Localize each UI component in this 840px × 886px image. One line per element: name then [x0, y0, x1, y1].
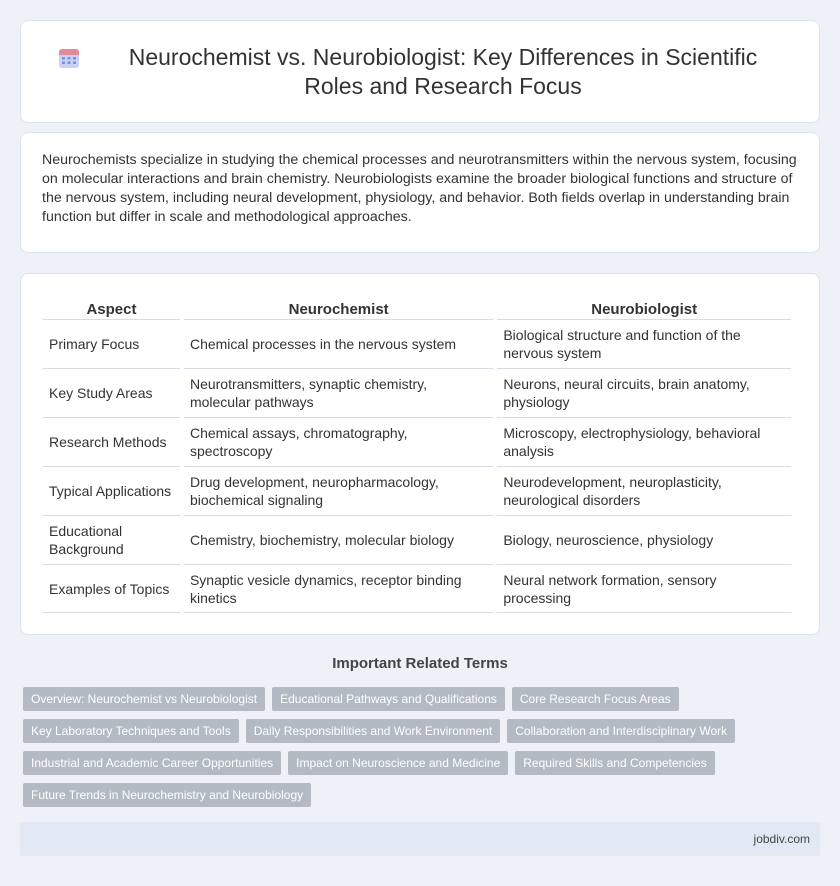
- table-cell-neurobiologist: Neurons, neural circuits, brain anatomy, physiology: [497, 368, 791, 417]
- table-row: [43, 466, 791, 515]
- calendar-icon: [57, 46, 81, 70]
- column-header-aspect: Aspect: [86, 301, 137, 318]
- related-term-tag[interactable]: Required Skills and Competencies: [515, 751, 714, 775]
- related-term-tag[interactable]: Key Laboratory Techniques and Tools: [23, 719, 239, 743]
- related-terms-heading: Important Related Terms: [332, 655, 508, 672]
- table-cell-neurobiologist: Neurodevelopment, neuroplasticity, neurological disorders: [497, 466, 791, 515]
- table-cell-neurochemist: Chemical processes in the nervous system: [184, 319, 493, 368]
- related-term-tag[interactable]: Future Trends in Neurochemistry and Neurobiology: [23, 783, 311, 807]
- table-row: [43, 564, 791, 613]
- table-cell-neurochemist: Neurotransmitters, synaptic chemistry, molecular pathways: [184, 368, 493, 417]
- table-header-row: [43, 294, 791, 319]
- related-term-tag[interactable]: Core Research Focus Areas: [512, 687, 679, 711]
- table-cell-neurochemist: Chemistry, biochemistry, molecular biology: [184, 515, 493, 564]
- table-cell-neurobiologist: Microscopy, electrophysiology, behavioral analysis: [497, 417, 791, 466]
- related-term-tag[interactable]: Industrial and Academic Career Opportunities: [23, 751, 281, 775]
- related-term-tag[interactable]: Overview: Neurochemist vs Neurobiologist: [23, 687, 265, 711]
- related-term-tag[interactable]: Daily Responsibilities and Work Environment: [246, 719, 501, 743]
- column-header-neurobiologist: Neurobiologist: [591, 301, 698, 318]
- table-cell-neurochemist: Chemical assays, chromatography, spectroscopy: [184, 417, 493, 466]
- intro-card: [20, 132, 820, 253]
- table-cell-aspect: Research Methods: [43, 417, 180, 466]
- footer-site-link[interactable]: jobdiv.com: [753, 832, 810, 846]
- table-cell-aspect: Examples of Topics: [43, 564, 180, 613]
- table-cell-aspect: Typical Applications: [43, 466, 180, 515]
- table-cell-neurobiologist: Biological structure and function of the nervous system: [497, 319, 791, 368]
- intro-paragraph: Neurochemists specialize in studying the chemical processes and neurotransmitters within the nervous system, focusing on molecular interactions and brain chemistry. Neurobiologists examine the broader biological functions and structure of the nervous system, including neural development, physiology, and behavior. Both fields overlap in understanding brain function but differ in scale and methodological approaches.: [42, 152, 797, 225]
- table-cell-neurochemist: Drug development, neuropharmacology, biochemical signaling: [184, 466, 493, 515]
- footer-bar: [20, 822, 820, 856]
- table-row: [43, 417, 791, 466]
- comparison-table-card: [20, 273, 820, 635]
- comparison-table: [39, 294, 795, 613]
- related-terms-list: [23, 687, 743, 807]
- page-title: Neurochemist vs. Neurobiologist: Key Differences in Scientific Roles and Research Focus: [128, 43, 758, 99]
- table-cell-neurobiologist: Neural network formation, sensory processing: [497, 564, 791, 613]
- table-row: [43, 319, 791, 368]
- header-card: [20, 20, 820, 123]
- column-header-neurochemist: Neurochemist: [288, 301, 389, 318]
- table-cell-aspect: Key Study Areas: [43, 368, 180, 417]
- related-term-tag[interactable]: Impact on Neuroscience and Medicine: [288, 751, 508, 775]
- table-cell-neurochemist: Synaptic vesicle dynamics, receptor binding kinetics: [184, 564, 493, 613]
- table-cell-aspect: Educational Background: [43, 515, 180, 564]
- table-cell-neurobiologist: Biology, neuroscience, physiology: [497, 515, 791, 564]
- table-row: [43, 368, 791, 417]
- related-term-tag[interactable]: Collaboration and Interdisciplinary Work: [507, 719, 735, 743]
- table-row: [43, 515, 791, 564]
- table-cell-aspect: Primary Focus: [43, 319, 180, 368]
- related-term-tag[interactable]: Educational Pathways and Qualifications: [272, 687, 505, 711]
